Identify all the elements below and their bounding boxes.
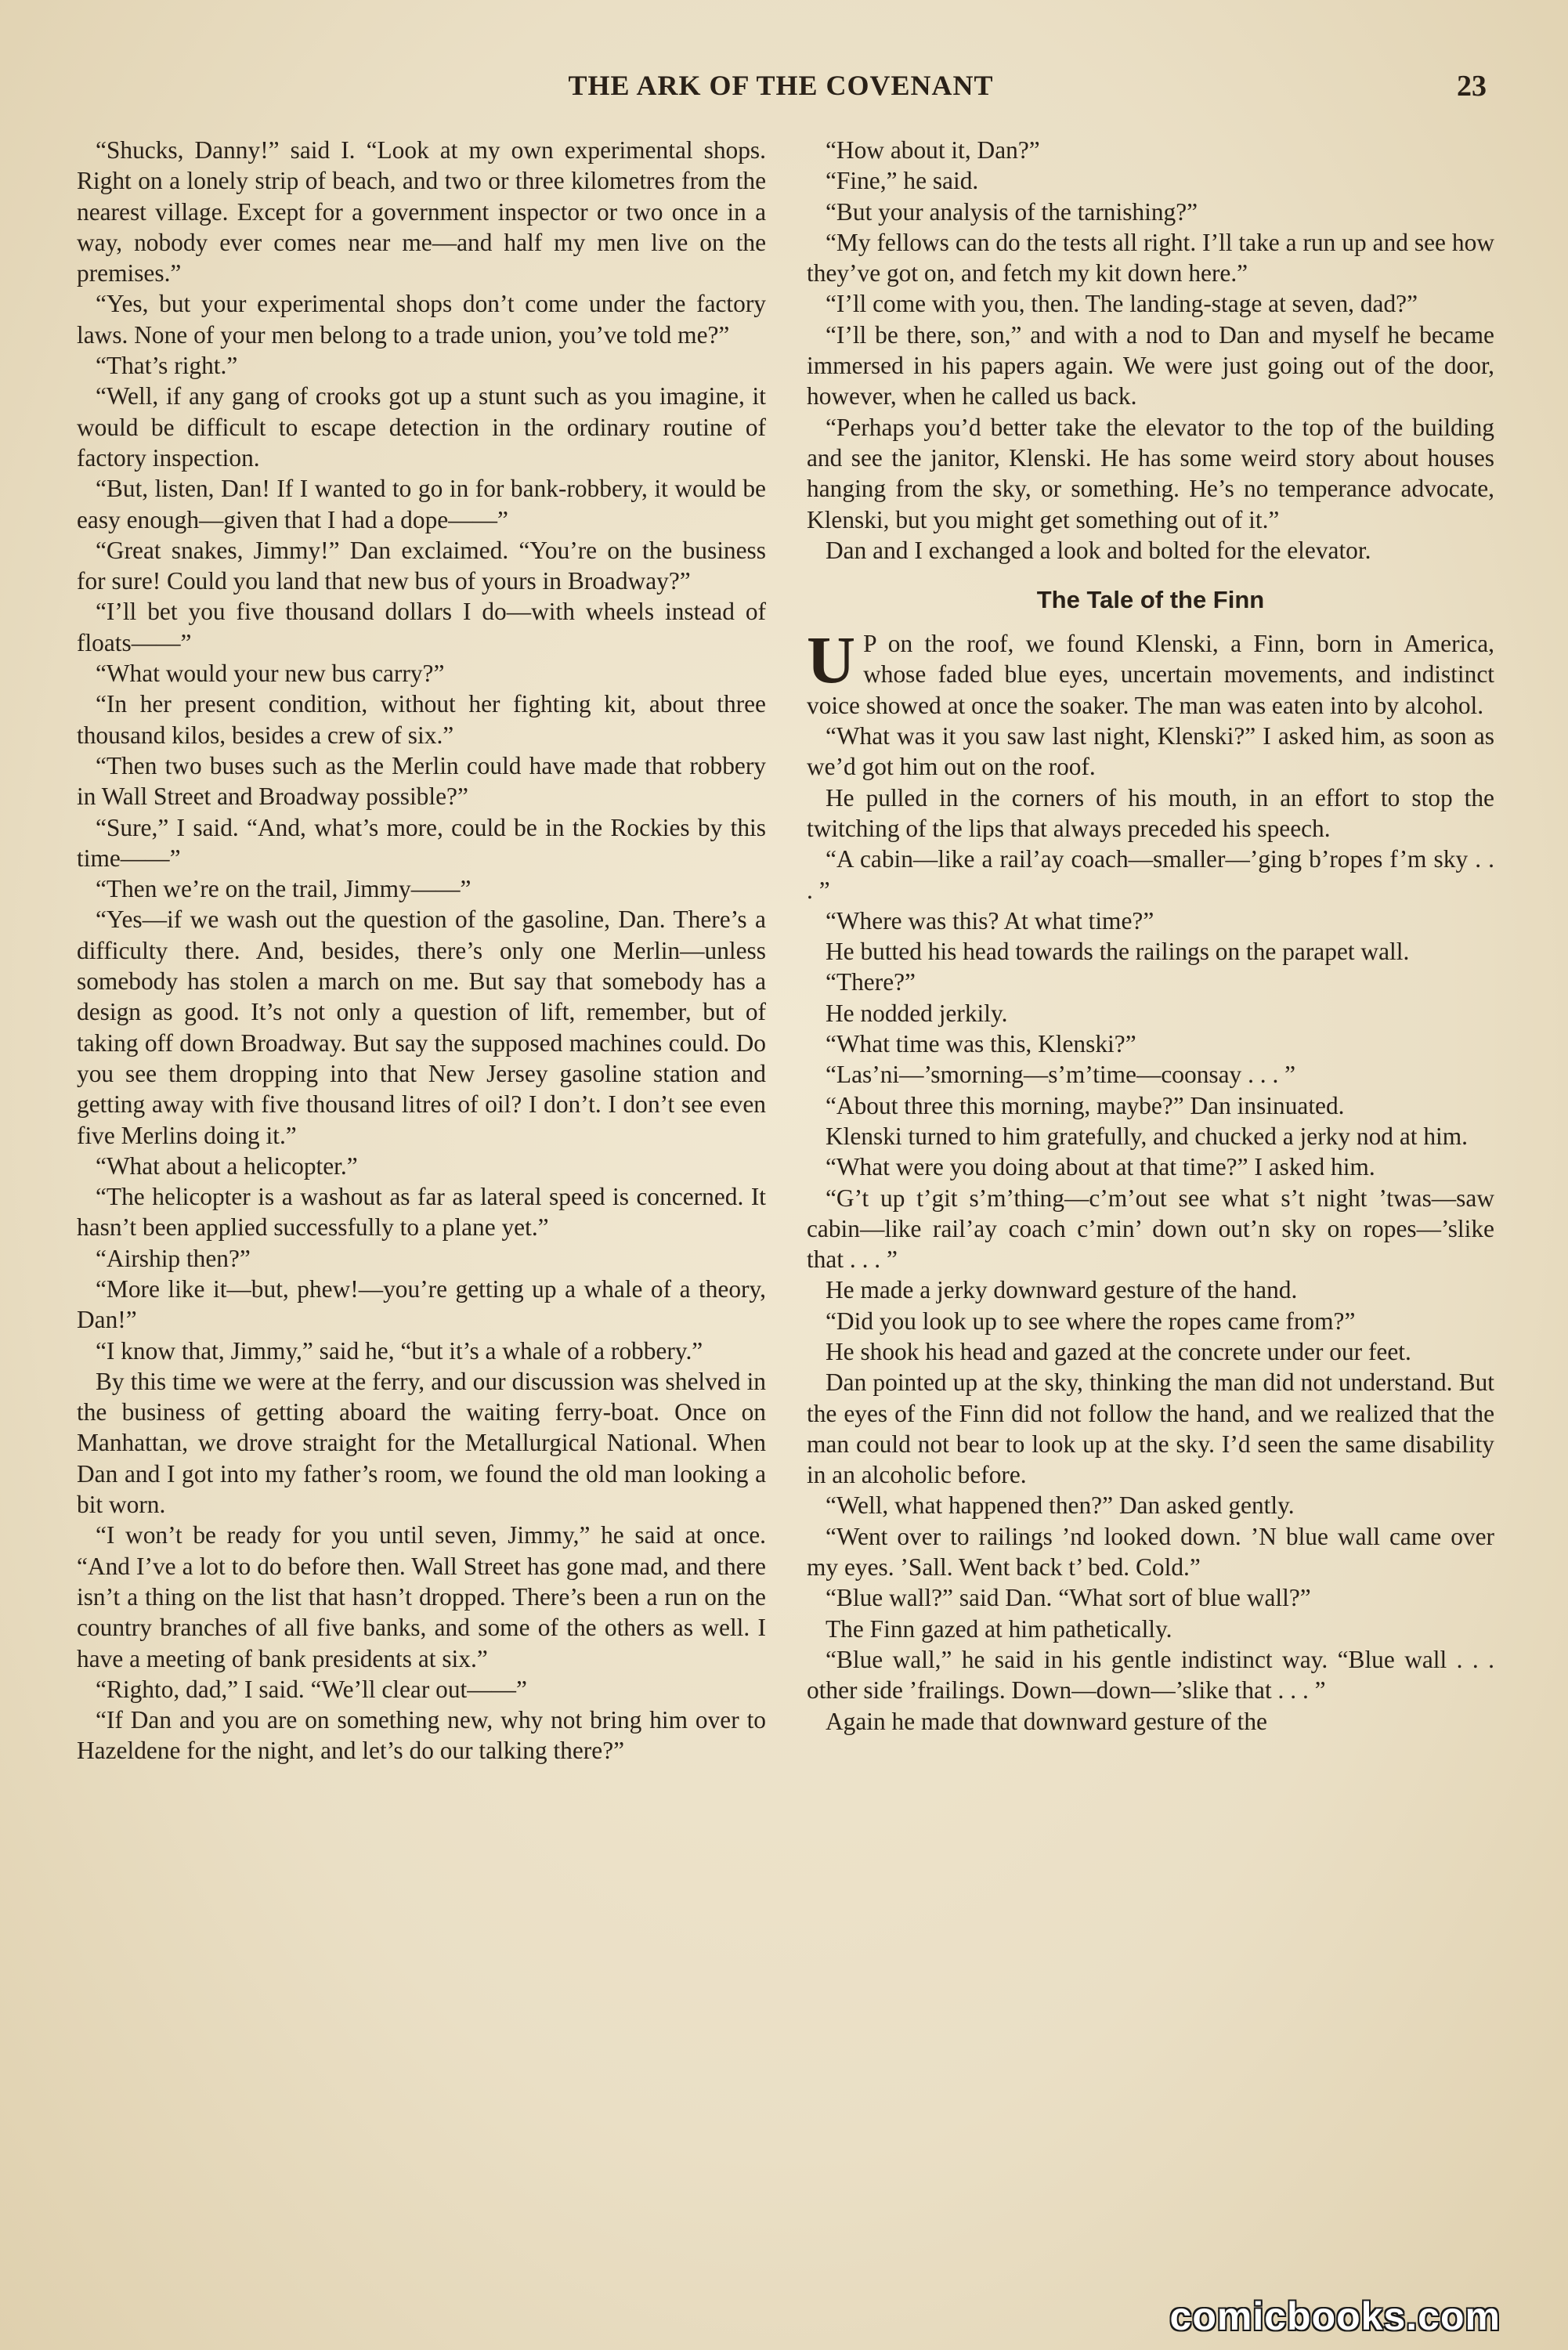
paragraph: “What about a helicopter.” (96, 1152, 358, 1180)
section-heading: The Tale of the Finn (1036, 586, 1265, 614)
paragraph: “That’s right.” (96, 352, 238, 380)
paragraph: Dan pointed up at the sky, thinking the man did not understand. But the eyes of the Finn did not follow the hand, and we realized that the man could not bear to look up at the sky. I’d seen the same disability in an alcoholic before. (807, 1368, 1494, 1489)
dropcap-paragraph-text: P on the roof, we found Klenski, a Finn, born in America, whose faded blue eyes, uncertain movements, and indistinct voice showed at once the soaker. The man was eaten into by alcohol. (807, 630, 1494, 719)
paragraph: “Went over to railings ’nd looked down. ’N blue wall came over my eyes. ’Sall. Went back t’ bed. Cold.” (807, 1522, 1494, 1582)
right-column-bottom-text (807, 721, 1494, 1737)
paragraph: “What was it you saw last night, Klenski?” I asked him, as soon as we’d got him out on the roof. (807, 722, 1494, 781)
paragraph: “Fine,” he said. (826, 167, 979, 195)
paragraph: He nodded jerkily. (826, 999, 1008, 1027)
right-column-top-text (807, 135, 1494, 566)
paragraph: “Did you look up to see where the ropes came from?” (826, 1307, 1356, 1335)
paragraph: “But, listen, Dan! If I wanted to go in for bank-robbery, it would be easy enough—given that I had a dope——” (77, 475, 766, 533)
paragraph: “More like it—but, phew!—you’re getting up a whale of a theory, Dan!” (77, 1274, 766, 1334)
paragraph: “Blue wall?” said Dan. “What sort of blue wall?” (826, 1584, 1311, 1612)
paragraph: “G’t up t’git s’m’thing—c’m’out see what s’t night ’twas—saw cabin—like rail’ay coach c’min’ down out’n sky on ropes—’slike that . . . ” (807, 1184, 1494, 1274)
paragraph: “Airship then?” (96, 1244, 251, 1272)
paragraph: He made a jerky downward gesture of the hand. (826, 1276, 1298, 1304)
right-column (807, 135, 1494, 1737)
page-number: 23 (1457, 70, 1487, 103)
paragraph: “Well, what happened then?” Dan asked gently. (826, 1491, 1295, 1520)
running-title: THE ARK OF THE COVENANT (568, 70, 994, 101)
paragraph: “Las’ni—’smorning—s’m’time—coonsay . . . ” (826, 1061, 1296, 1089)
paragraph: “There?” (826, 968, 916, 996)
paragraph: “I won’t be ready for you until seven, Jimmy,” he said at once. “And I’ve a lot to do before then. Wall Street has gone mad, and there isn’t a thing on the list that hasn’t dropped. There’s been a run on the country branches of all five banks, and some of the others as well. I have a meeting of bank presidents at six.” (77, 1521, 766, 1672)
paragraph: “In her present condition, without her fighting kit, about three thousand kilos, besides a crew of six.” (77, 690, 766, 749)
paragraph: “Perhaps you’d better take the elevator to the top of the building and see the janitor, Klenski. He has some weird story about houses hanging from the sky, or something. He’s no temperance advocate, Klenski, but you might get something out of it.” (807, 413, 1494, 533)
dropcap-letter: U (807, 622, 856, 698)
paragraph: “Where was this? At what time?” (826, 906, 1154, 935)
paragraph: “My fellows can do the tests all right. I’ll take a run up and see how they’ve got on, and fetch my kit down here.” (807, 228, 1494, 287)
paragraph: “If Dan and you are on something new, why not bring him over to Hazeldene for the night, and let’s do our talking there?” (77, 1706, 766, 1765)
paragraph: The Finn gazed at him pathetically. (826, 1614, 1172, 1643)
paragraph: “The helicopter is a washout as far as lateral speed is concerned. It hasn’t been applied successfully to a plane yet.” (77, 1183, 766, 1242)
paragraph: “Blue wall,” he said in his gentle indistinct way. “Blue wall . . . other side ’frailings. Down—down—’slike that . . . ” (807, 1645, 1494, 1705)
paragraph: He pulled in the corners of his mouth, in an effort to stop the twitching of the lips that always preceded his speech. (807, 783, 1494, 842)
paragraph: “I’ll come with you, then. The landing-stage at seven, dad?” (826, 290, 1418, 318)
paragraph: “Yes—if we wash out the question of the gasoline, Dan. There’s a difficulty there. And, besides, there’s only one Merlin—unless somebody has stolen a march on me. But say that somebody has a design as good. It’s not only a question of lift, remember, but of taking off down Broadway. But say the supposed machines could. Do you see them dropping into that New Jersey gasoline station and getting away with five thousand litres of oil? I don’t. I don’t see even five Merlins doing it.” (77, 906, 766, 1149)
paragraph: “Well, if any gang of crooks got up a stunt such as you imagine, it would be difficult to escape detection in the ordinary routine of factory inspection. (77, 382, 766, 472)
paragraph: “What were you doing about at that time?” I asked him. (826, 1153, 1375, 1181)
paragraph: “About three this morning, maybe?” Dan insinuated. (826, 1091, 1345, 1119)
paragraph: “Then we’re on the trail, Jimmy——” (96, 875, 471, 903)
paragraph: “Sure,” I said. “And, what’s more, could be in the Rockies by this time——” (77, 813, 766, 872)
paragraph: He shook his head and gazed at the concrete under our feet. (826, 1337, 1411, 1365)
paragraph: Dan and I exchanged a look and bolted for the elevator. (826, 536, 1371, 564)
paragraph: Again he made that downward gesture of the (826, 1707, 1267, 1735)
paragraph: Klenski turned to him gratefully, and chucked a jerky nod at him. (826, 1122, 1469, 1150)
paragraph: “But your analysis of the tarnishing?” (826, 197, 1198, 226)
paragraph: “How about it, Dan?” (826, 136, 1040, 164)
paragraph: “Righto, dad,” I said. “We’ll clear out——” (96, 1675, 527, 1703)
paragraph: “I’ll bet you five thousand dollars I do—with wheels instead of floats——” (77, 598, 766, 656)
paragraph: “A cabin—like a rail’ay coach—smaller—’ging b’ropes f’m sky . . . ” (807, 845, 1494, 904)
paragraph: “What time was this, Klenski?” (826, 1030, 1136, 1058)
paragraph: “Yes, but your experimental shops don’t come under the factory laws. None of your men belong to a trade union, you’ve told me?” (77, 290, 766, 349)
paragraph: “Great snakes, Jimmy!” Dan exclaimed. “You’re on the business for sure! Could you land that new bus of yours in Broadway?” (77, 536, 766, 595)
paragraph: “Shucks, Danny!” said I. “Look at my own experimental shops. Right on a lonely strip of beach, and two or three kilometres from the nearest village. Except for a government inspector or two once in a way, nobody ever comes near me—and half my men live on the premises.” (77, 136, 766, 287)
paragraph: He butted his head towards the railings on the parapet wall. (826, 938, 1410, 966)
left-column (77, 135, 766, 1766)
paragraph: “I know that, Jimmy,” said he, “but it’s a whale of a robbery.” (96, 1336, 703, 1365)
paragraph: “What would your new bus carry?” (96, 660, 445, 688)
paragraph: “Then two buses such as the Merlin could have made that robbery in Wall Street and Broadway possible?” (77, 751, 766, 811)
dropcap-paragraph (807, 622, 1494, 721)
paragraph: “I’ll be there, son,” and with a nod to Dan and myself he became immersed in his papers again. We were just going out of the door, however, when he called us back. (807, 320, 1494, 410)
watermark-logo: comicbooks.com (1169, 2294, 1501, 2338)
paragraph: By this time we were at the ferry, and our discussion was shelved in the business of getting aboard the waiting ferry-boat. Once on Manhattan, we drove straight for the Metallurgical National. When Dan and I got into my father’s room, we found the old man looking a bit worn. (77, 1367, 766, 1519)
running-header (75, 69, 1487, 116)
